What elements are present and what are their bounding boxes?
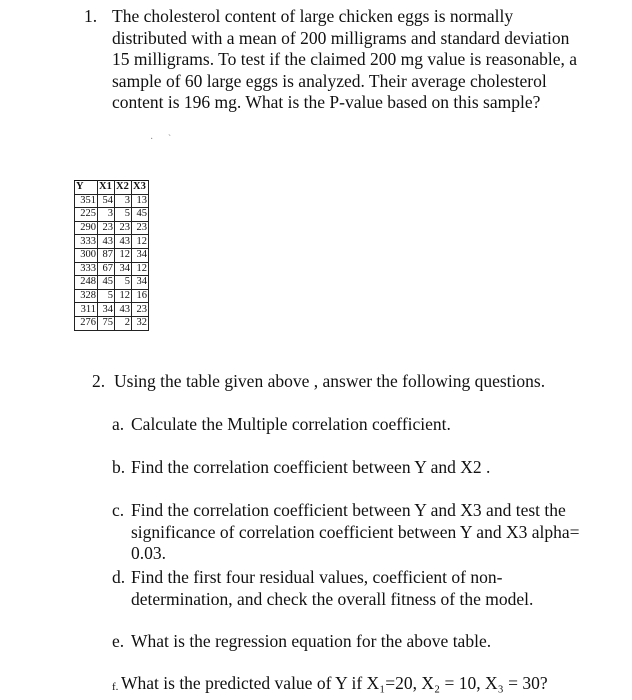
table-row [75, 194, 149, 208]
table-cell: 248 [75, 276, 98, 290]
table-cell: 43 [115, 235, 132, 249]
part-label: b. [112, 457, 126, 477]
table-cell: 3 [98, 208, 115, 222]
table-cell: 23 [115, 221, 132, 235]
table-header: X1 [98, 181, 115, 195]
table-cell: 333 [75, 262, 98, 276]
table-cell: 12 [115, 248, 132, 262]
table-cell: 13 [132, 194, 149, 208]
question-2-text: Using the table given above , answer the following questions. [114, 371, 546, 391]
table-row [75, 248, 149, 262]
table-cell: 5 [115, 276, 132, 290]
table-cell: 12 [132, 262, 149, 276]
table-header: X2 [115, 181, 132, 195]
table-cell: 2 [115, 316, 132, 330]
table-row [75, 303, 149, 317]
question-1 [84, 6, 584, 114]
table-header: Y [75, 181, 98, 195]
table-cell: 54 [98, 194, 115, 208]
table-header-row [75, 181, 149, 195]
scan-artifact: · ` [150, 134, 178, 145]
table-cell: 16 [132, 289, 149, 303]
table-cell: 333 [75, 235, 98, 249]
part-label: a. [112, 414, 125, 434]
table-cell: 34 [132, 248, 149, 262]
table-cell: 45 [98, 276, 115, 290]
table-cell: 34 [132, 276, 149, 290]
table-cell: 75 [98, 316, 115, 330]
part-label: e. [112, 631, 125, 651]
table-cell: 43 [98, 235, 115, 249]
question-2-number: 2. [92, 371, 106, 391]
part-d [112, 567, 582, 610]
table-cell: 5 [115, 208, 132, 222]
table-cell: 23 [132, 221, 149, 235]
part-text: Find the first four residual values, coefficient of non-determination, and check the overall fitness of the model. [131, 567, 534, 609]
table-cell: 32 [132, 316, 149, 330]
question-2 [92, 371, 592, 393]
table-cell: 225 [75, 208, 98, 222]
table-row [75, 235, 149, 249]
table-cell: 12 [115, 289, 132, 303]
part-text: What is the regression equation for the above table. [131, 631, 492, 651]
table-row [75, 289, 149, 303]
table-cell: 87 [98, 248, 115, 262]
part-label: f. [112, 681, 119, 693]
table-row [75, 316, 149, 330]
part-label: c. [112, 500, 125, 520]
table-cell: 23 [98, 221, 115, 235]
table-cell: 5 [98, 289, 115, 303]
part-text: Find the correlation coefficient between Y and X2 . [131, 457, 491, 477]
table-cell: 67 [98, 262, 115, 276]
table-cell: 351 [75, 194, 98, 208]
table-cell: 34 [98, 303, 115, 317]
table-cell: 12 [132, 235, 149, 249]
table-cell: 300 [75, 248, 98, 262]
table-row [75, 208, 149, 222]
part-a [112, 414, 582, 436]
table-cell: 311 [75, 303, 98, 317]
part-text: Calculate the Multiple correlation coefficient. [131, 414, 451, 434]
part-text: Find the correlation coefficient between Y and X3 and test the significance of correlation coefficient between Y and X3 alpha= 0.03. [131, 500, 580, 563]
table-cell: 328 [75, 289, 98, 303]
table-cell: 276 [75, 316, 98, 330]
table-cell: 290 [75, 221, 98, 235]
table-header: X3 [132, 181, 149, 195]
table-row [75, 221, 149, 235]
table-cell: 45 [132, 208, 149, 222]
table-row [75, 276, 149, 290]
table-cell: 43 [115, 303, 132, 317]
question-1-number: 1. [84, 6, 98, 26]
question-1-text: The cholesterol content of large chicken eggs is normally distributed with a mean of 200 milligrams and standard deviation 15 milligrams. To test if the claimed 200 mg value is reasonable, a sample of 60 large eggs is analyzed. Their average cholesterol content is 196 mg. What is the P-value based on this sample? [112, 6, 578, 112]
data-table [74, 180, 149, 331]
table-cell: 34 [115, 262, 132, 276]
part-c [112, 500, 582, 565]
table-row [75, 262, 149, 276]
table-cell: 23 [132, 303, 149, 317]
part-e [112, 631, 582, 653]
part-b [112, 457, 582, 479]
part-label: d. [112, 567, 126, 587]
table-cell: 3 [115, 194, 132, 208]
part-f [112, 673, 582, 695]
part-text: What is the predicted value of Y if X₁=20, X₂ = 10, X₃ = 30? [121, 673, 548, 693]
